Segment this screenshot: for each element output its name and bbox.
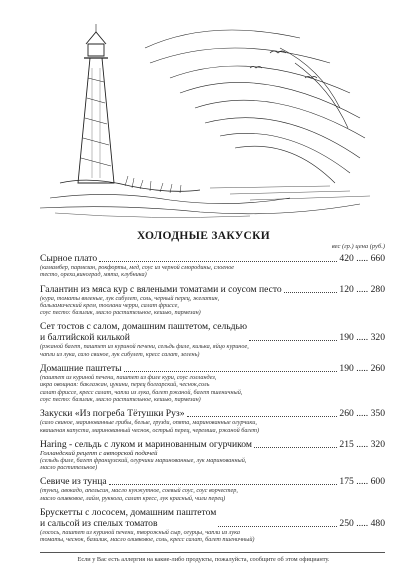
allergy-notice: Если у Вас есть аллергия на какие-либо продукты, пожалуйста, сообщите об этом официанту. [77,556,330,563]
item-price: 600 [370,476,385,488]
separator: ..... [356,253,369,264]
item-name: Брускетты с лососем, домашним паштетом и сальсой из спелых томатов [40,507,217,530]
menu-item [40,253,385,279]
item-name: Закуски «Из погреба Тётушки Руз» [40,408,185,420]
item-name: Сырное плато [40,253,98,264]
item-description: (камамбер, пармезан, рокфорты, мед, соус из черной смородины, слоеное тесто, орехи,виноград, мята, клубника) [40,264,235,279]
item-price: 350 [370,408,385,420]
item-weight: 420 [339,253,354,264]
item-price: 320 [370,332,385,344]
item-weight: 175 [339,476,354,488]
item-description: (лосось, паштет из куриной печени, творожный сыр, огурцы, чапли из лука томаты, чеснок, базилик, масло оливковое, соль, кресс салат, багет пшеничный) [40,529,255,544]
separator: ..... [356,332,369,344]
item-price: 320 [370,438,385,450]
item-description: (ржаной багет, паштет из куриной печени, сельдь филе, килька, яйцо куриное, чапли из лука, сало свиное, лук сибулет, кресс салат, зелень) [40,343,249,358]
item-price: 260 [370,363,385,375]
separator: ..... [356,518,369,530]
item-description: (паштет из куриной печени, паштет из филе кури, соус голландез, икра овощная: баклажан, цукини, перец болгарский, чеснок,соль салат фриссе, кресс салат, чапли из лука, багет ржаной, багет пшеничный, соус песто: базилик, масло растительное, кешью, пармезан) [40,374,243,403]
item-weight: 190 [339,363,354,375]
item-description: (сало свиное, маринованные грибы, белые, грузди, опята, маринованные огурчики, квашеная капуста, маринованный чеснок, острый перец, черемша, ржаной багет) [40,419,260,434]
separator: ..... [356,363,369,375]
separator: ..... [356,438,369,450]
dot-leader [218,526,337,527]
item-description: (кура, томаты вяленые, лук сибулет, соль, черный перец, желатин, бальзамический крем, тоолани черри, салат фриссе, соус песто: базилик, масло растительное, кешью, пармезан) [40,294,220,317]
footer-divider [40,552,385,553]
units-label: вес (гр.) цена (руб.) [331,243,385,250]
item-name: Севиче из тунца [40,476,107,488]
dot-leader [99,261,337,262]
item-weight: 215 [339,438,354,450]
dot-leader [109,484,338,485]
menu-list [40,253,385,549]
item-price: 280 [370,283,385,295]
dot-leader [284,292,338,293]
item-weight: 260 [339,408,354,420]
menu-item [40,363,385,403]
menu-item [40,284,385,317]
item-weight: 250 [339,518,354,530]
section-title: ХОЛОДНЫЕ ЗАКУСКИ [136,230,271,242]
item-name: Сет тостов с салом, домашним паштетом, сельдью и балтийской килькой [40,321,248,344]
dot-leader [124,371,338,372]
dot-leader [249,340,337,341]
menu-item [40,507,385,544]
item-price: 480 [370,518,385,530]
separator: ..... [356,408,369,420]
menu-item [40,476,385,502]
menu-item [40,321,385,358]
item-description: (сельдь филе, багет французский, огурчики маринованные, лук маринованный, масло растительное) [40,456,247,472]
item-name: Домашние паштеты [40,363,122,375]
item-subtitle: Голландский рецепт с авторской подачей [40,449,158,457]
item-price: 660 [370,253,385,264]
item-name: Галантин из мяса кур с вялеными томатами и соусом песто [40,283,282,295]
dot-leader [254,447,337,448]
item-name: Haring - сельдь с луком и маринованным огурчиком [40,438,252,450]
menu-item [40,408,385,434]
item-weight: 190 [339,332,354,344]
dot-leader [187,416,338,417]
item-weight: 120 [339,283,354,295]
lighthouse-illustration [30,8,390,228]
separator: ..... [356,283,369,295]
separator: ..... [356,476,369,488]
item-description: (тунец, авокадо, апельсин, масло кунжутное, соевый соус, соус ворчестер, масло оливковое, лайм, руккола, салат кресс, лук красный, чили перец) [40,487,238,502]
menu-item [40,439,385,472]
